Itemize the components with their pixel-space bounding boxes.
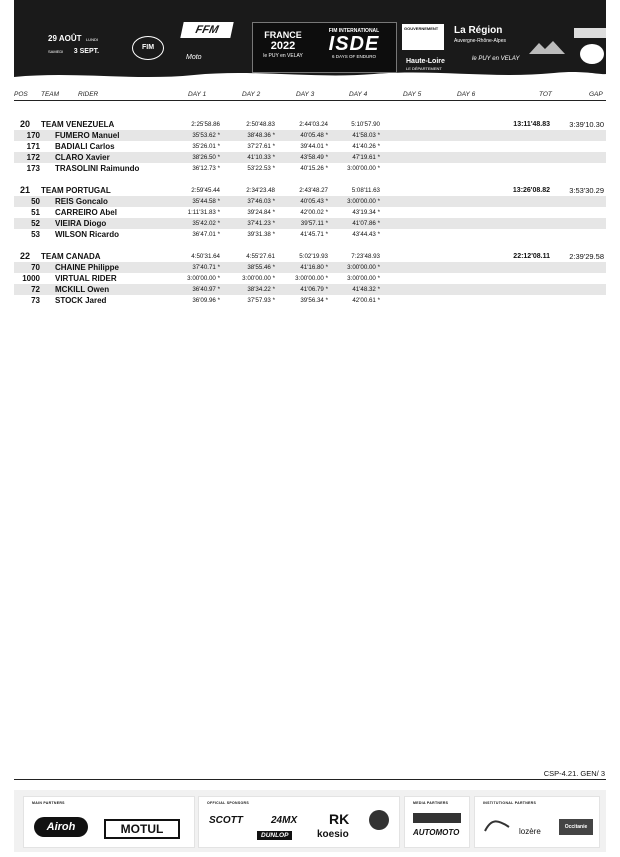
team-name: TEAM CANADA xyxy=(41,252,101,261)
isde-name-block xyxy=(315,28,393,59)
rider-row xyxy=(14,152,606,163)
rider-day3: 3:00'00.00 * xyxy=(295,275,328,282)
rider-number: 171 xyxy=(26,142,40,151)
team-position: 20 xyxy=(20,119,31,129)
motul-logo: MOTUL xyxy=(104,819,180,839)
rider-day2: 38'34.22 * xyxy=(247,286,275,293)
col-day6: DAY 6 xyxy=(457,91,476,98)
team-block-canada xyxy=(14,251,606,306)
rider-row xyxy=(14,284,606,295)
rider-day3: 39'57.11 * xyxy=(300,220,328,227)
official-sponsors-label: OFFICIAL SPONSORS xyxy=(207,801,249,805)
rider-number: 72 xyxy=(31,285,40,294)
isde-top-text: FIM INTERNATIONAL xyxy=(328,28,380,34)
rider-number: 51 xyxy=(31,208,40,217)
team-day4: 7:23'48.93 xyxy=(351,253,380,260)
rider-name: CHAINE Philippe xyxy=(55,263,120,272)
team-gap: 3:39'10.30 xyxy=(569,120,604,129)
rider-day2: 37'41.23 * xyxy=(247,220,275,227)
team-day2: 4:55'27.61 xyxy=(246,253,275,260)
rider-day2: 3:00'00.00 * xyxy=(242,275,275,282)
rider-name: REIS Goncalo xyxy=(55,197,108,206)
team-day2: 2:34'23.48 xyxy=(246,187,275,194)
rider-day1: 35'42.02 * xyxy=(192,220,220,227)
24mx-logo: 24MX xyxy=(271,815,298,826)
rider-number: 170 xyxy=(26,131,40,140)
rider-day4: 41'40.26 * xyxy=(352,143,380,150)
team-row xyxy=(14,251,606,262)
col-team: TEAM xyxy=(41,91,60,98)
col-day5: DAY 5 xyxy=(403,91,422,98)
round-sponsor-icon xyxy=(369,810,389,830)
team-block-portugal xyxy=(14,185,606,240)
rider-day2: 37'46.03 * xyxy=(247,198,275,205)
automoto-logo: AUTOMOTO xyxy=(413,828,460,837)
isde-subtitle: 6 DAYS OF ENDURO xyxy=(332,54,376,59)
col-day1: DAY 1 xyxy=(188,91,207,98)
rider-day3: 40'15.26 * xyxy=(300,165,328,172)
rider-number: 53 xyxy=(31,230,40,239)
rider-number: 50 xyxy=(31,197,40,206)
rider-day4: 3:00'00.00 * xyxy=(347,264,380,271)
team-total: 13:26'08.82 xyxy=(512,187,550,194)
official-sponsors-box xyxy=(198,796,400,848)
rider-row xyxy=(14,141,606,152)
rider-name: STOCK Jared xyxy=(55,296,107,305)
rider-day4: 41'07.86 * xyxy=(352,220,380,227)
rider-name: WILSON Ricardo xyxy=(55,230,120,239)
rider-number: 52 xyxy=(31,219,40,228)
club-round-logo xyxy=(580,44,604,64)
media-logo-graphic xyxy=(413,813,461,823)
date-start: 29 AOÛT xyxy=(48,34,82,43)
team-name: TEAM PORTUGAL xyxy=(41,186,111,195)
team-block-venezuela xyxy=(14,119,606,174)
rider-name: MCKILL Owen xyxy=(55,285,110,294)
rider-day1: 35'53.62 * xyxy=(192,132,220,139)
haute-loire-footer-logo xyxy=(483,817,511,840)
rider-number: 172 xyxy=(26,153,40,162)
header-banner xyxy=(14,0,606,83)
col-day3: DAY 3 xyxy=(296,91,315,98)
rider-day2: 37'27.61 * xyxy=(247,143,275,150)
col-gap: GAP xyxy=(589,91,603,98)
rider-day3: 42'00.02 * xyxy=(300,209,328,216)
rider-row xyxy=(14,229,606,240)
rider-day3: 40'05.48 * xyxy=(300,132,328,139)
rider-number: 173 xyxy=(26,164,40,173)
rider-row xyxy=(14,295,606,306)
fim-logo: FIM xyxy=(132,36,164,60)
team-day3: 5:02'19.93 xyxy=(299,253,328,260)
rider-name: CLARO Xavier xyxy=(55,153,110,162)
rider-row xyxy=(14,130,606,141)
date-end: 3 SEPT. xyxy=(73,48,100,55)
rider-day4: 3:00'00.00 * xyxy=(347,275,380,282)
institutional-partners-label: INSTITUTIONAL PARTNERS xyxy=(483,801,537,805)
institutional-partners-box xyxy=(474,796,600,848)
rider-name: VIEIRA Diogo xyxy=(55,219,107,228)
haute-loire-name: Haute-Loire xyxy=(406,58,445,65)
koesio-logo: koesio xyxy=(317,829,349,840)
rider-day4: 42'00.61 * xyxy=(352,297,380,304)
rider-day1: 36'09.96 * xyxy=(192,297,220,304)
team-total: 22:12'08.11 xyxy=(513,253,550,260)
rider-name: FUMERO Manuel xyxy=(55,131,120,140)
rider-day4: 47'19.61 * xyxy=(352,154,380,161)
rider-number: 1000 xyxy=(22,274,40,283)
mountain-icon xyxy=(529,40,565,54)
rider-day2: 41'10.33 * xyxy=(247,154,275,161)
airoh-logo: Airoh xyxy=(34,817,88,837)
rider-day3: 43'58.49 * xyxy=(300,154,328,161)
col-pos: POS xyxy=(14,91,28,98)
occitanie-logo: Occitanie xyxy=(559,819,593,835)
rider-row xyxy=(14,207,606,218)
media-partners-label: MEDIA PARTNERS xyxy=(413,801,449,805)
rider-day2: 38'55.46 * xyxy=(247,264,275,271)
team-day2: 2:50'48.83 xyxy=(246,121,275,128)
team-gap: 2:39'29.58 xyxy=(569,252,604,261)
main-partners-box xyxy=(23,796,195,848)
team-row xyxy=(14,185,606,196)
col-tot: TOT xyxy=(539,91,552,98)
col-day2: DAY 2 xyxy=(242,91,261,98)
rider-day4: 3:00'00.00 * xyxy=(347,198,380,205)
rider-day2: 38'48.36 * xyxy=(247,132,275,139)
scott-logo: SCOTT xyxy=(209,815,243,826)
isde-name: ISDE xyxy=(328,33,380,55)
rider-day3: 39'44.01 * xyxy=(300,143,328,150)
motoclub-logo xyxy=(529,40,565,56)
rider-day3: 41'16.80 * xyxy=(300,264,328,271)
page-reference: CSP-4.21. GEN/ 3 xyxy=(543,769,605,778)
team-day1: 2:25'58.86 xyxy=(191,121,220,128)
region-name: La Région xyxy=(454,25,503,36)
haute-loire-subtitle: LE DÉPARTEMENT xyxy=(406,66,442,71)
isde-city: le PUY en VELAY xyxy=(263,53,303,59)
footer-divider xyxy=(14,779,606,780)
team-row xyxy=(14,119,606,130)
moto-logo: Moto xyxy=(186,54,202,61)
rider-day4: 43'19.34 * xyxy=(352,209,380,216)
team-name: TEAM VENEZUELA xyxy=(41,120,115,129)
main-partners-label: MAIN PARTNERS xyxy=(32,801,65,805)
rider-row xyxy=(14,262,606,273)
rider-day3: 41'06.79 * xyxy=(300,286,328,293)
col-day4: DAY 4 xyxy=(349,91,368,98)
rider-day2: 37'57.93 * xyxy=(247,297,275,304)
rk-logo: RK xyxy=(329,811,350,827)
rider-day1: 36'12.73 * xyxy=(192,165,220,172)
rider-day1: 1:11'31.83 * xyxy=(187,209,220,216)
team-total: 13:11'48.83 xyxy=(513,121,550,128)
lozere-logo: lozère xyxy=(519,827,541,836)
rider-row xyxy=(14,163,606,174)
rider-day1: 36'40.97 * xyxy=(192,286,220,293)
gouvernement-logo: GOUVERNEMENT xyxy=(402,24,444,50)
date-end-day: SAMEDI xyxy=(48,49,64,54)
rider-name: BADIALI Carlos xyxy=(55,142,115,151)
rider-row xyxy=(14,218,606,229)
team-day3: 2:43'48.27 xyxy=(299,187,328,194)
rider-day4: 41'58.03 * xyxy=(352,132,380,139)
rider-row xyxy=(14,273,606,284)
rider-day1: 37'40.71 * xyxy=(192,264,220,271)
isde-country: FRANCE xyxy=(264,30,302,40)
rider-day3: 39'56.34 * xyxy=(300,297,328,304)
team-day4: 5:08'11.63 xyxy=(351,187,380,194)
team-day1: 2:59'45.44 xyxy=(191,187,220,194)
team-day3: 2:44'03.24 xyxy=(299,121,328,128)
rider-number: 73 xyxy=(31,296,40,305)
header-divider xyxy=(14,100,606,101)
team-gap: 3:53'30.29 xyxy=(569,186,604,195)
rider-day3: 41'45.71 * xyxy=(300,231,328,238)
rider-day1: 3:00'00.00 * xyxy=(187,275,220,282)
rider-day4: 3:00'00.00 * xyxy=(347,165,380,172)
rider-name: TRASOLINI Raimundo xyxy=(55,164,140,173)
media-partners-box xyxy=(404,796,470,848)
col-rider: RIDER xyxy=(78,91,99,98)
team-day4: 5:10'57.90 xyxy=(351,121,380,128)
isde-logo xyxy=(252,22,397,73)
rider-day2: 39'31.38 * xyxy=(247,231,275,238)
haute-loire-logo xyxy=(406,58,445,72)
isde-france-block xyxy=(257,31,309,61)
isde-year: 2022 xyxy=(270,40,296,52)
rider-number: 70 xyxy=(31,263,40,272)
rider-day2: 53'22.53 * xyxy=(247,165,275,172)
event-dates xyxy=(48,32,99,56)
rider-day4: 43'44.43 * xyxy=(352,231,380,238)
rider-day1: 35'44.58 * xyxy=(192,198,220,205)
rider-day1: 38'26.50 * xyxy=(192,154,220,161)
sponsor-badge-logo xyxy=(574,28,606,38)
dunlop-logo: DUNLOP xyxy=(257,831,292,840)
sponsor-strip xyxy=(14,790,606,852)
puy-en-velay-logo: le PUY en VELAY xyxy=(472,56,520,62)
rider-row xyxy=(14,196,606,207)
rider-day1: 35'26.01 * xyxy=(192,143,220,150)
rider-day3: 40'05.43 * xyxy=(300,198,328,205)
team-day1: 4:50'31.64 xyxy=(191,253,220,260)
region-logo xyxy=(454,26,506,46)
rider-day2: 39'24.84 * xyxy=(247,209,275,216)
date-start-day: LUNDI xyxy=(85,37,98,42)
rider-name: VIRTUAL RIDER xyxy=(55,274,117,283)
rider-name: CARREIRO Abel xyxy=(55,208,117,217)
team-position: 21 xyxy=(20,185,31,195)
rider-day1: 36'47.01 * xyxy=(192,231,220,238)
rider-day4: 41'48.32 * xyxy=(352,286,380,293)
ffm-logo: FFM xyxy=(180,22,233,38)
region-subtitle: Auvergne-Rhône-Alpes xyxy=(454,38,506,44)
team-position: 22 xyxy=(20,251,31,261)
